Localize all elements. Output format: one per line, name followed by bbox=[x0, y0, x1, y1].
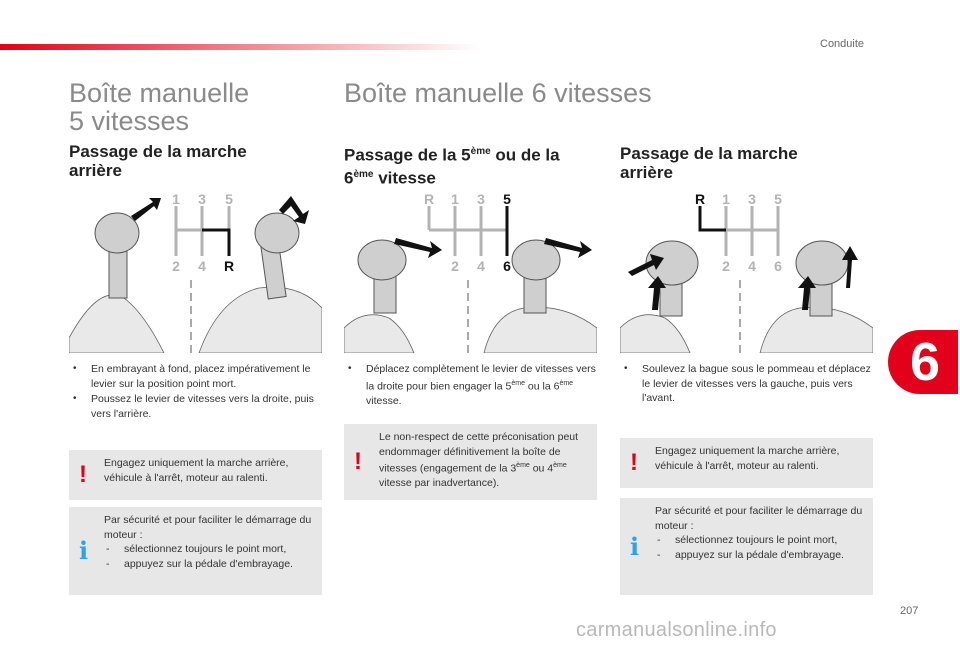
info-note-5 bbox=[69, 507, 322, 595]
gearbox-5-illustration bbox=[69, 188, 322, 353]
warning-text: vitesse par inadvertance). bbox=[379, 477, 500, 489]
gate-label-active: R bbox=[694, 191, 706, 207]
title-5-speed-line1: Boîte manuelle bbox=[69, 78, 250, 108]
warning-text: ou 4 bbox=[529, 462, 554, 475]
subtitle-reverse-5 bbox=[69, 142, 247, 180]
instructions-reverse-6 bbox=[620, 362, 875, 407]
info-note-reverse-6 bbox=[620, 498, 873, 595]
gate-label: 4 bbox=[748, 258, 756, 274]
instruction-item bbox=[344, 362, 599, 408]
gate-label-active: R bbox=[223, 258, 235, 274]
ordinal-suffix: ème bbox=[516, 462, 530, 469]
gate-label: 1 bbox=[172, 191, 180, 207]
gearbox-6-illustration-reverse bbox=[620, 188, 873, 353]
gate-label: 1 bbox=[451, 191, 459, 207]
info-intro: Par sécurité et pour faciliter le démarrage du moteur : bbox=[104, 514, 312, 541]
instruction-item: • En embrayant à fond, placez impérativement le levier sur la position point mort. bbox=[69, 362, 324, 391]
warning-icon: ! bbox=[630, 449, 638, 476]
info-intro: Par sécurité et pour faciliter le démarrage du moteur : bbox=[655, 505, 863, 532]
gate-label: 3 bbox=[198, 191, 206, 207]
gate-label: 2 bbox=[451, 258, 459, 274]
info-list-item: - sélectionnez toujours le point mort, bbox=[104, 542, 314, 557]
warning-text: Engagez uniquement la marche arrière, véhicule à l'arrêt, moteur au ralenti. bbox=[655, 445, 840, 472]
instruction-item: • Soulevez la bague sous le pommeau et déplacez le levier de vitesses vers la gauche, puis vers l'avant. bbox=[620, 362, 875, 406]
info-list bbox=[104, 542, 314, 571]
gate-label: 4 bbox=[198, 258, 206, 274]
gate-label: R bbox=[423, 191, 435, 207]
ordinal-suffix: ème bbox=[559, 379, 574, 387]
subtitle-text: vitesse bbox=[373, 168, 436, 188]
warning-note-6 bbox=[344, 424, 597, 500]
info-list-item: - appuyez sur la pédale d'embrayage. bbox=[655, 548, 865, 563]
subtitle-reverse-5-line2: arrière bbox=[69, 161, 122, 180]
gate-label: 2 bbox=[172, 258, 180, 274]
warning-note-5 bbox=[69, 450, 322, 500]
gate-label: 3 bbox=[477, 191, 485, 207]
gearbox-6-illustration-5th-6th bbox=[344, 188, 597, 353]
title-5-speed-line2: 5 vitesses bbox=[69, 106, 190, 136]
instruction-item: • Poussez le levier de vitesses vers la droite, puis vers l'arrière. bbox=[69, 392, 324, 421]
gate-label: 5 bbox=[774, 191, 782, 207]
ordinal-suffix: ème bbox=[553, 462, 567, 469]
title-6-speed: Boîte manuelle 6 vitesses bbox=[344, 78, 652, 108]
ordinal-suffix: ème bbox=[353, 168, 374, 180]
page-number: 207 bbox=[900, 605, 919, 617]
warning-icon: ! bbox=[79, 461, 87, 488]
subtitle-text: 6 bbox=[344, 168, 354, 188]
subtitle-text: ou de la bbox=[490, 145, 560, 165]
subtitle-5th-6th bbox=[344, 142, 560, 187]
subtitle-text: Passage de la 5 bbox=[344, 145, 471, 165]
ordinal-suffix: ème bbox=[511, 379, 525, 387]
info-list-item: - appuyez sur la pédale d'embrayage. bbox=[104, 557, 314, 572]
instruction-text: ou la 6 bbox=[524, 380, 560, 392]
subtitle-reverse-6-line2: arrière bbox=[620, 163, 673, 182]
gate-label: 2 bbox=[722, 258, 730, 274]
section-title: Conduite bbox=[820, 38, 865, 50]
gate-label-active: 6 bbox=[503, 258, 511, 274]
warning-icon: ! bbox=[354, 448, 362, 475]
header-accent-bar bbox=[0, 44, 480, 50]
instruction-text: vitesse. bbox=[366, 394, 402, 407]
info-icon: i bbox=[79, 536, 89, 565]
instructions-6 bbox=[344, 362, 599, 409]
info-list-item: - sélectionnez toujours le point mort, bbox=[655, 533, 865, 548]
subtitle-reverse-6 bbox=[620, 144, 798, 182]
warning-text: Le non-respect de cette préconisation peut endommager définitivement la boîte de vitesses (engagement de la 3 bbox=[379, 431, 579, 475]
instruction-text: Déplacez complètement le levier de vitesses vers la droite pour bien engager la 5 bbox=[366, 363, 596, 392]
gate-label: 3 bbox=[748, 191, 756, 207]
watermark: carmanualsonline.info bbox=[576, 619, 777, 641]
info-icon: i bbox=[630, 531, 640, 561]
gate-label: 1 bbox=[722, 191, 730, 207]
subtitle-reverse-6-line1: Passage de la marche bbox=[620, 144, 798, 163]
subtitle-reverse-5-line1: Passage de la marche bbox=[69, 142, 247, 161]
title-5-speed bbox=[69, 79, 249, 135]
chapter-badge: 6 bbox=[888, 330, 958, 394]
instructions-5 bbox=[69, 362, 324, 422]
ordinal-suffix: ème bbox=[470, 146, 491, 157]
warning-note-reverse-6 bbox=[620, 438, 873, 488]
info-list bbox=[655, 533, 865, 562]
gate-label: 6 bbox=[774, 258, 782, 274]
gate-label: 5 bbox=[225, 191, 233, 207]
gate-label-active: 5 bbox=[503, 191, 511, 207]
warning-text: Engagez uniquement la marche arrière, véhicule à l'arrêt, moteur au ralenti. bbox=[104, 457, 289, 484]
gate-label: 4 bbox=[477, 258, 485, 274]
